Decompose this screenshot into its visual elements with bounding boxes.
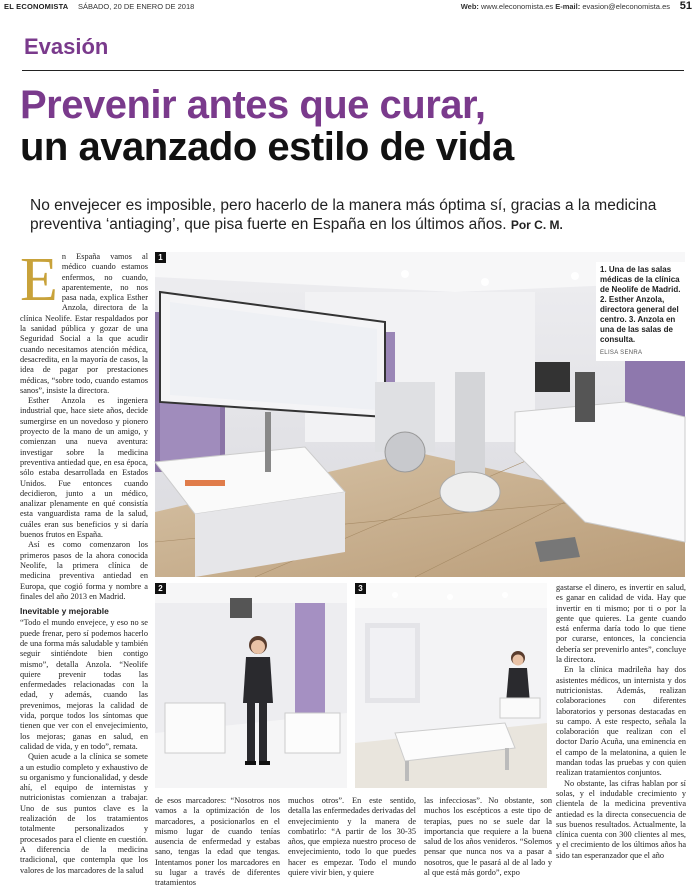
caption-text: 1. Una de las salas médicas de la clínica de Neolife de Madrid. 2. Esther Anzola, directora general del centro. 3. Anzola en una de las salas de consulta.: [600, 265, 681, 344]
paragraph: En la clínica madrileña hay dos asistentes médicos, un internista y dos nutricionistas. Además, realizan colaboraciones con diferentes laboratorios y personas destacadas en su campo. A este respecto, señala la colaboración que realizan con el doctor Darío Acuña, una eminencia en el campo de la melatonina, a quien le mandan todas las pruebas y con quien realizan tratamientos conjuntos.: [556, 665, 686, 778]
paragraph: n España vamos al médico cuando estamos enfermos, no cuando, aparentemente, no nos pasa nada, explica Esther Anzola, directora de la clínica Neolife. Estar respaldados por la sanidad pública y gozar de una Seguridad Social a la que acudir cuando necesitamos atención médica, desacredita, en la mayoría de casos, la idea de pagar por prestaciones médicas, “sobre todo, cuando estamos sanos”, insiste la directora.: [20, 252, 148, 395]
standfirst: [30, 196, 670, 235]
paragraph: Quien acude a la clínica se somete a un estudio completo y exhaustivo de su organismo y funcionalidad, y desde ahí, el equipo de internistas y nutricionistas comienzan a trabajar. Uno de sus puntos clave es la realización de los tratamientos totalmente personalizados y procesados para el cliente en cuestión. A diferencia de la medicina tradicional, que contempla que los valores de los marcadores de la salud: [20, 752, 148, 875]
headline-line-2: un avanzado estilo de vida: [20, 125, 514, 169]
photo-consultation: [355, 583, 547, 788]
dropcap: E: [20, 246, 58, 314]
issue-date: SÁBADO, 20 DE ENERO DE 2018: [78, 2, 195, 11]
photo-caption: [596, 262, 686, 361]
article-column-2: [155, 796, 280, 888]
photo-number: 1: [155, 252, 166, 263]
director-illustration: [155, 583, 347, 788]
email-link[interactable]: evasion@eleconomista.es: [582, 2, 670, 11]
paragraph: muchos otros”. En este sentido, detalla las enfermedades derivadas del envejecimiento y la manera de combatirlo: “A partir de los 30-35 años, que empieza nuestro proceso de envejecimiento, todo lo que puedes hacer es empezar. Todo el mundo quiere vivir bien, y quiere: [288, 796, 416, 878]
photo-director: [155, 583, 347, 788]
standfirst-text: No envejecer es imposible, pero hacerlo de la manera más óptima sí, gracias a la medicina preventiva ‘antiaging’, que pisa fuerte en España en los últimos años.: [30, 197, 657, 233]
article-column-3: [288, 796, 416, 878]
consultation-illustration: [355, 583, 547, 788]
paragraph: No obstante, las cifras hablan por sí solas, y el indudable crecimiento y clientela de la medicina preventiva antiedad es la directa consecuencia de sus buenos resultados. Actualmente, la clínica cuenta con 300 clientes al mes, y el crecimiento de los últimos años ha sido tan esperanzador que el año: [556, 778, 686, 860]
page-header: [0, 0, 700, 14]
contact-line: [461, 0, 670, 14]
paragraph: las infecciosas”. No obstante, son muchos los escépticos a este tipo de terapias, pues no se suele dar la importancia que requiere a la buena salud de los años venideros. “Solemos pensar que nunca nos va a pasar a nosotros, que le pasará al de al lado y al que está más gordo”, expo: [424, 796, 552, 878]
paragraph: Esther Anzola es ingeniera industrial que, hace siete años, decide sumergirse en un novedoso y pionero proyecto de la mano de un amigo, y comienzan una nueva aventura: investigar sobre la medicina preventiva antiedad que, en esa época, sólo estaba desarrollada en Estados Unidos. Fue entonces cuando decidieron, junto a un médico, analizar plenamente en qué consistía esta vanguardista rama de la salud, cuáles eran sus beneficios y si daría buenos frutos en España.: [20, 396, 148, 540]
paragraph: Así es como comenzaron los primeros pasos de la ahora conocida Neolife, la primera clínica de medicina preventiva antiedad en Europa, que cogió forma y nombre a finales del año 2013 en Madrid.: [20, 540, 148, 601]
paragraph: “Todo el mundo envejece, y eso no se puede frenar, pero sí podemos hacerlo de una forma más saludable y también seguir sintiéndote bien contigo mismo”, detalla Anzola. “Neolife quiere prevenir todas las enfermedades relacionadas con la edad, y además, cuando las prevenimos, mejoras la calidad de vida, porque todos los síntomas que tienen que ver con el envejecimiento, los mejoras; ganas en salud, en calidad de vida, y en todo”, remata.: [20, 618, 148, 751]
photo-number: 2: [155, 583, 166, 594]
photo-credit: ELISA SENRA: [600, 350, 643, 356]
page-number: 51: [679, 0, 692, 12]
paragraph: gastarse el dinero, es invertir en salud, es ganar en calidad de vida. Hay que invertir en ti mismo; por ti o por la gente que quieres. La gente cuando está enferma daría todo lo que tiene por curarse, entonces, la conciencia debería ser prevenirlo antes”, concluye la directora.: [556, 583, 686, 665]
web-label: Web:: [460, 2, 479, 11]
section-divider: [22, 70, 684, 71]
byline: Por C. M.: [510, 218, 563, 232]
headline-line-1: Prevenir antes que curar,: [20, 83, 486, 127]
paragraph: de esos marcadores: “Nosotros nos vamos a la optimización de los marcadores, a posicionarlos en el mismo lugar de cuando tenías ausencia de enfermedad y estabas sano, tengas la edad que tengas. Intentamos poner los marcadores en su lugar a través de diferentes tratamientos: [155, 796, 280, 888]
headline: [20, 84, 690, 168]
article-column-4: [424, 796, 552, 878]
subheading: Inevitable y mejorable: [20, 606, 109, 617]
newspaper-brand: EL ECONOMISTA: [4, 2, 69, 11]
article-column-5: [556, 583, 686, 875]
web-link[interactable]: www.eleconomista.es: [481, 2, 554, 11]
section-title: Evasión: [24, 34, 109, 59]
email-label: E-mail:: [555, 2, 581, 11]
article-column-1: [20, 246, 148, 875]
photo-number: 3: [355, 583, 366, 594]
